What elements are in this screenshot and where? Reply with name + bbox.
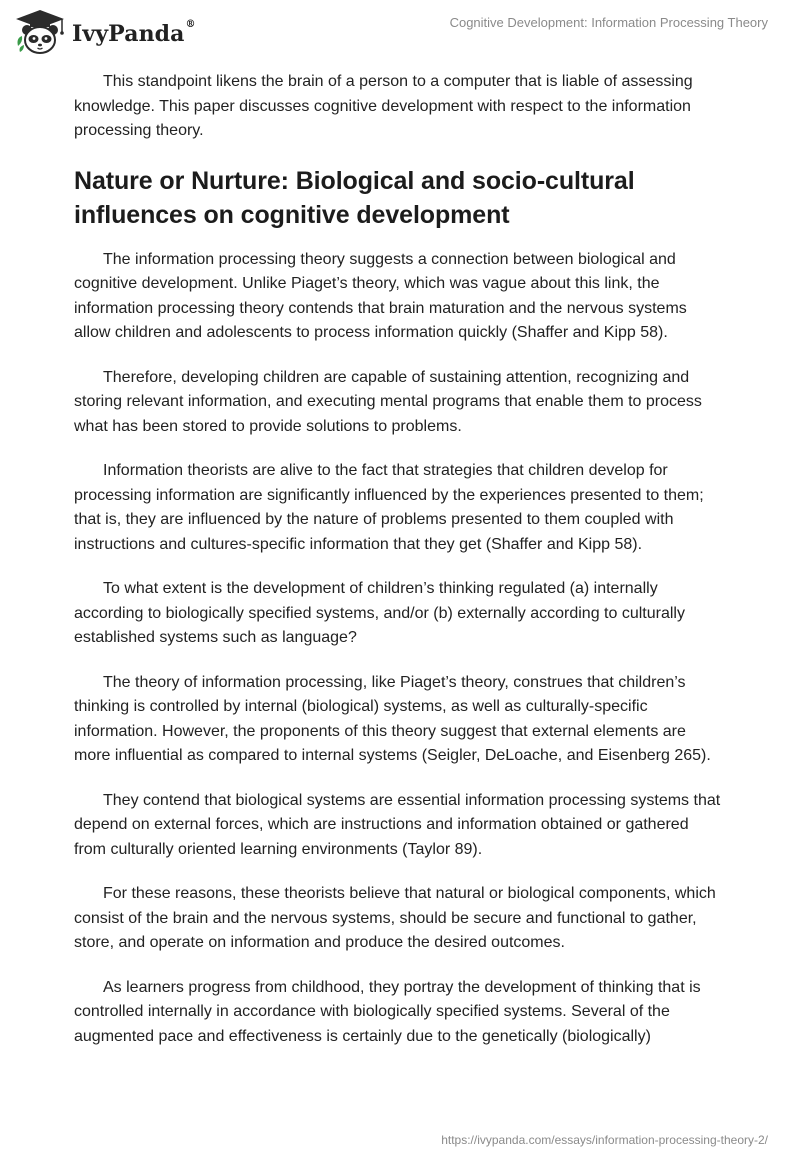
body-paragraph: For these reasons, these theorists believe that natural or biological components, which consist of the brain and the nervous systems, should be secure and functional to gather, store, and operate on information and produce the desired outcomes. — [74, 885, 716, 951]
body-paragraph: As learners progress from childhood, they portray the development of thinking that is controlled internally in accordance with biologically specified systems. Several of the augmented pace and effectiveness is certainly due to the genetically (biologically) — [74, 978, 701, 1045]
source-url[interactable]: https://ivypanda.com/essays/information-processing-theory-2/ — [441, 1133, 768, 1147]
body-paragraph: The theory of information processing, like Piaget’s theory, construes that children’s thinking is controlled by internal (biological) systems, as well as culturally-specific information. However, the proponents of this theory suggest that external elements are more influential as compared to internal systems (Seigler, DeLoache, and Eisenberg 265). — [74, 673, 711, 764]
ivypanda-logo[interactable] — [14, 8, 196, 56]
section-heading: Nature or Nurture: Biological and socio-cultural influences on cognitive development — [74, 166, 635, 229]
body-paragraph: Information theorists are alive to the fact that strategies that children develop for processing information are significantly influenced by the experiences presented to them; that is, they are influenced by the nature of problems presented to them coupled with instructions and cultures-specific information that they get (Shaffer and Kipp 58). — [74, 462, 704, 553]
body-paragraph: They contend that biological systems are essential information processing systems that depend on external forces, which are instructions and information obtained or gathered from culturally oriented learning environments (Taylor 89). — [74, 791, 721, 858]
panda-graduate-icon — [14, 8, 66, 56]
body-paragraph: Therefore, developing children are capable of sustaining attention, recognizing and storing relevant information, and executing mental programs that enable them to process what has been stored to provide solutions to problems. — [74, 368, 702, 435]
intro-paragraph: This standpoint likens the brain of a person to a computer that is liable of assessing knowledge. This paper discusses cognitive development with respect to the information processing theory. — [74, 73, 693, 139]
page-header — [0, 0, 800, 60]
essay-body — [74, 70, 724, 1069]
document-title: Cognitive Development: Information Processing Theory — [449, 15, 768, 30]
body-paragraph: The information processing theory suggests a connection between biological and cognitive development. Unlike Piaget’s theory, which was vague about this link, the information processing theory contends that brain maturation and the nervous systems allow children and adolescents to process information quickly (Shaffer and Kipp 58). — [74, 250, 687, 341]
body-paragraph: To what extent is the development of children’s thinking regulated (a) internally according to biologically specified systems, and/or (b) externally according to culturally established systems such as language? — [74, 580, 685, 646]
logo-text: IvyPanda® — [72, 19, 196, 47]
